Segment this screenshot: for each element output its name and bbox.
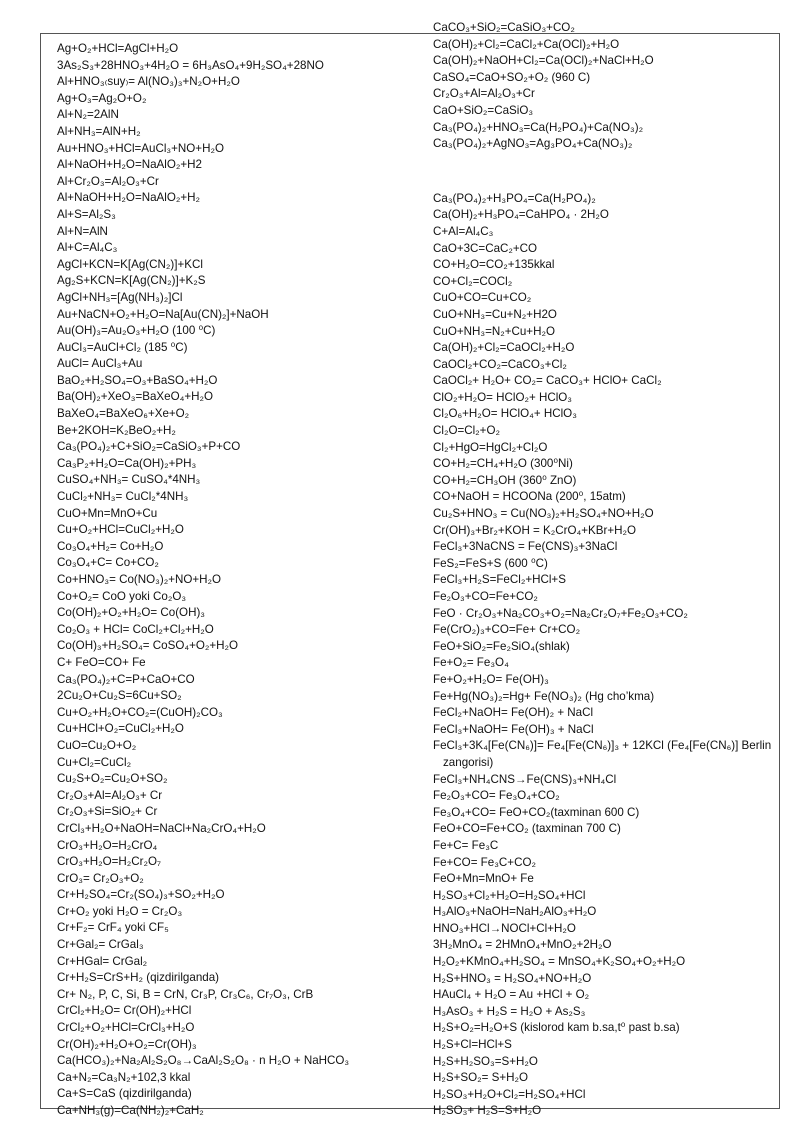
equation-line: CuO+NH₃=N₂+Cu+H₂O xyxy=(433,324,555,338)
equation-line: H₂S+O₂=H₂O+S (kislorod kam b.sa,t⁰ past b.sa) xyxy=(433,1021,680,1035)
equation-line: Au+NaCN+O₂+H₂O=Na[Au(CN)₂]+NaOH xyxy=(57,307,269,321)
equation-line: Cr(OH)₃+Br₂+KOH = K₂CrO₄+KBr+H₂O xyxy=(433,523,637,537)
equation-line: BaXeO₄=BaXeO₆+Xe+O₂ xyxy=(57,407,190,421)
equation-line: Ca₃(PO₄)₂+HNO₃=Ca(H₂PO₄)+Ca(NO₃)₂ xyxy=(433,120,644,134)
equation-line: FeCl₃+NaOH= Fe(OH)₃ + NaCl xyxy=(433,722,594,736)
equation-line: Ca₃(PO₄)₂+C+SiO₂=CaSiO₃+P+CO xyxy=(57,440,241,454)
equation-line: FeCl₃+3NaCNS = Fe(CNS)₃+3NaCl xyxy=(433,540,618,554)
equation-line: 3H₂MnO₄ = 2HMnO₄+MnO₂+2H₂O xyxy=(433,938,612,952)
equation-line: Al+Cr₂O₃=Al₂O₃+Cr xyxy=(57,174,159,188)
equation-line: Ag₂S+KCN=K[Ag(CN₂)]+K₂S xyxy=(57,274,206,288)
equation-line: 3As₂S₃+28HNO₃+4H₂O = 6H₃AsO₄+9H₂SO₄+28NO xyxy=(57,58,324,72)
equation-line: AuCl= AuCl₃+Au xyxy=(57,357,143,371)
equation-line: Cr₂O₃+Si=SiO₂+ Cr xyxy=(57,805,158,819)
equation-line: H₂S+HNO₃ = H₂SO₄+NO+H₂O xyxy=(433,971,592,985)
equation-line: Cr₂O₃+Al=Al₂O₃+Cr xyxy=(433,87,535,101)
equation-line: Cr+O₂ yoki H₂O = Cr₂O₃ xyxy=(57,904,183,918)
equation-line: H₃AlO₃+NaOH=NaH₂AlO₃+H₂O xyxy=(433,905,597,919)
equation-line: FeO · Cr₂O₃+Na₂CO₃+O₂=Na₂Cr₂O₇+Fe₂O₃+CO₂ xyxy=(433,606,688,620)
equation-line: Co+HNO₃= Co(NO₃)₂+NO+H₂O xyxy=(57,573,222,586)
equation-line: Cr+HGal= CrGal₂ xyxy=(57,954,148,968)
equation-line: Au(OH)₃=Au₂O₃+H₂O (100 ⁰C) xyxy=(57,324,216,338)
equation-line: H₂O₂+KMnO₄+H₂SO₄ = MnSO₄+K₂SO₄+O₂+H₂O xyxy=(433,955,686,969)
equation-line: CaSO₄=CaO+SO₂+O₂ (960 C) xyxy=(433,70,591,84)
equation-line: CrO₃+H₂O=H₂Cr₂O₇ xyxy=(57,855,162,869)
equation-line: Cu+O₂+HCl=CuCl₂+H₂O xyxy=(57,523,184,537)
equation-line: CaOCl₂+ H₂O+ CO₂= CaCO₃+ HClO+ CaCl₂ xyxy=(433,374,662,388)
equation-line: Co+O₂= CoO yoki Co₂O₃ xyxy=(57,589,187,603)
equation-line: Fe+C= Fe₃C xyxy=(433,838,499,852)
equation-line: FeCl₃+NH₄CNS→Fe(CNS)₃+NH₄Cl xyxy=(433,772,617,786)
equation-line: Fe₂O₃+CO= Fe₃O₄+CO₂ xyxy=(433,789,560,803)
equation-line: Cl₂+HgO=HgCl₂+Cl₂O xyxy=(433,440,548,454)
equation-line: BaO₂+H₂SO₄=O₃+BaSO₄+H₂O xyxy=(57,373,218,387)
equation-line: CO+H₂=CH₄+H₂O (300⁰Ni) xyxy=(433,457,573,471)
equation-line: Al+S=Al₂S₃ xyxy=(57,207,116,221)
equation-line: CaO+3C=CaC₂+CO xyxy=(433,241,538,255)
equation-line: Fe+CO= Fe₃C+CO₂ xyxy=(433,855,536,869)
equation-line: Cr+H₂S=CrS+H₂ (qizdirilganda) xyxy=(57,971,220,985)
equation-line: AuCl₃=AuCl+Cl₂ (185 ⁰C) xyxy=(57,340,188,354)
equation-line: Co₃O₄+C= Co+CO₂ xyxy=(57,556,159,570)
equation-line: CrCl₂+O₂+HCl=CrCl₃+H₂O xyxy=(57,1021,195,1035)
equation-line: Co₂O₃ + HCl= CoCl₂+Cl₂+H₂O xyxy=(57,622,214,636)
equation-line: CuO=Cu₂O+O₂ xyxy=(57,738,137,752)
equation-line: Al+N₂=2AlN xyxy=(57,108,119,122)
equation-line: CrO₃+H₂O=H₂CrO₄ xyxy=(57,838,158,852)
equation-line: Cl₂O₆+H₂O= HClO₄+ HClO₃ xyxy=(433,407,577,421)
left-column xyxy=(57,41,412,1120)
equation-line: Fe₂O₃+CO=Fe+CO₂ xyxy=(433,590,538,603)
equation-line: C+ FeO=CO+ Fe xyxy=(57,655,146,669)
equation-line: Fe+O₂= Fe₃O₄ xyxy=(433,656,509,670)
equation-line: CuO+Mn=MnO+Cu xyxy=(57,506,158,520)
equation-line: Ag+O₂+HCl=AgCl+H₂O xyxy=(57,42,179,55)
equation-line: H₂S+H₂SO₃=S+H₂O xyxy=(433,1054,538,1068)
equation-line: Fe+O₂+H₂O= Fe(OH)₃ xyxy=(433,672,549,686)
equation-line: CO+NaOH = HCOONa (200⁰, 15atm) xyxy=(433,490,626,504)
equation-line: CuO+CO=Cu+CO₂ xyxy=(433,291,532,305)
equation-line: Fe(CrO₂)₃+CO=Fe+ Cr+CO₂ xyxy=(433,623,581,637)
equation-line: Cl₂O=Cl₂+O₂ xyxy=(433,424,500,438)
equation-line: Fe₃O₄+CO= FeO+CO₂(taxminan 600 C) xyxy=(433,805,640,819)
equation-line: Ag+O₃=Ag₂O+O₂ xyxy=(57,91,147,105)
equation-line: Fe+Hg(NO₃)₂=Hg+ Fe(NO₃)₂ (Hg cho’kma) xyxy=(433,689,655,703)
equation-line: HAuCl₄ + H₂O = Au +HCl + O₂ xyxy=(433,988,590,1002)
equation-line: Cu₂S+HNO₃ = Cu(NO₃)₂+H₂SO₄+NO+H₂O xyxy=(433,507,654,521)
equation-line: AgCl+NH₃=[Ag(NH₃)₂]Cl xyxy=(57,290,183,304)
equation-line: Cu+O₂+H₂O+CO₂=(CuOH)₂CO₃ xyxy=(57,705,223,719)
equation-line: CO+Cl₂=COCl₂ xyxy=(433,274,513,288)
equation-line: FeCl₂+NaOH= Fe(OH)₂ + NaCl xyxy=(433,706,594,720)
equation-line: H₂SO₃+H₂O+Cl₂=H₂SO₄+HCl xyxy=(433,1087,586,1101)
equation-line: Al+C=Al₄C₃ xyxy=(57,241,118,255)
equation-line: Cr+H₂SO₄=Cr₂(SO₄)₃+SO₂+H₂O xyxy=(57,888,225,902)
equation-line: Co(OH)₂+O₂+H₂O= Co(OH)₃ xyxy=(57,606,206,620)
equation-line: Ca(HCO₃)₂+Na₂Al₂S₂O₈→CaAl₂S₂O₈ · n H₂O + NaHCO₃ xyxy=(57,1054,350,1068)
equation-line: Ca₃(PO₄)₂+H₃PO₄=Ca(H₂PO₄)₂ xyxy=(433,191,596,205)
equation-line: Ca(OH)₂+Cl₂=CaCl₂+Ca(OCl)₂+H₂O xyxy=(433,37,620,51)
equation-line: CaOCl₂+CO₂=CaCO₃+Cl₂ xyxy=(433,357,567,371)
equation-line: CaCO₃+SiO₂=CaSiO₃+CO₂ xyxy=(433,21,575,34)
equation-line: Ca+NH₃(g)=Ca(NH₂)₂+CaH₂ xyxy=(57,1104,204,1117)
equation-line: Cr+ N₂, P, C, Si, B = CrN, Cr₃P, Cr₃C₆, Cr₇O₃, CrB xyxy=(57,987,314,1001)
equation-line: ClO₂+H₂O= HClO₂+ HClO₃ xyxy=(433,390,573,404)
equation-line: AgCl+KCN=K[Ag(CN₂)]+KCl xyxy=(57,257,203,271)
equation-line: Co(OH)₃+H₂SO₄= CoSO₄+O₂+H₂O xyxy=(57,639,239,653)
right-column-top-group xyxy=(433,20,783,153)
equation-line: Cu+HCl+O₂=CuCl₂+H₂O xyxy=(57,722,184,736)
equation-line: Ba(OH)₂+XeO₃=BaXeO₄+H₂O xyxy=(57,390,214,404)
equation-line: H₂S+SO₂= S+H₂O xyxy=(433,1071,529,1085)
equation-line: H₂SO₃+ H₂S=S+H₂O xyxy=(433,1104,542,1118)
equation-line: Ca₃P₂+H₂O=Ca(OH)₂+PH₃ xyxy=(57,456,197,470)
equation-line: CaO+SiO₂=CaSiO₃ xyxy=(433,103,534,117)
equation-line: Ca₃(PO₄)₂+AgNO₃=Ag₃PO₄+Ca(NO₃)₂ xyxy=(433,137,633,151)
equation-line: Al+N=AlN xyxy=(57,224,108,238)
equation-line: Al+NH₃=AlN+H₂ xyxy=(57,124,141,138)
equation-line: Ca₃(PO₄)₂+C=P+CaO+CO xyxy=(57,672,195,686)
equation-line: Al+HNO₃₍suy₎= Al(NO₃)₃+N₂O+H₂O xyxy=(57,75,240,89)
equation-line: H₂SO₃+Cl₂+H₂O=H₂SO₄+HCl xyxy=(433,888,586,902)
equation-line: Cr(OH)₂+H₂O+O₂=Cr(OH)₃ xyxy=(57,1037,197,1051)
equation-line: C+Al=Al₄C₃ xyxy=(433,224,494,238)
equation-line: CuCl₂+NH₃= CuCl₂*4NH₃ xyxy=(57,490,189,504)
equation-line: CuSO₄+NH₃= CuSO₄*4NH₃ xyxy=(57,473,201,487)
equation-line: Ca(OH)₂+H₃PO₄=CaHPO₄ · 2H₂O xyxy=(433,208,609,222)
equation-line: Al+NaOH+H₂O=NaAlO₂+H2 xyxy=(57,158,202,172)
right-column xyxy=(433,20,783,1120)
equation-line: CrCl₂+H₂O= Cr(OH)₂+HCl xyxy=(57,1004,192,1018)
equation-line: Cr₂O₃+Al=Al₂O₃+ Cr xyxy=(57,788,163,802)
equation-line: CO+H₂O=CO₂+135kkal xyxy=(433,258,555,272)
equation-line: Ca+S=CaS (qizdirilganda) xyxy=(57,1087,192,1101)
equation-line: Cu₂S+O₂=Cu₂O+SO₂ xyxy=(57,772,168,786)
equation-line: Ca(OH)₂+NaOH+Cl₂=Ca(OCl)₂+NaCl+H₂O xyxy=(433,54,654,68)
equation-line: CO+H₂=CH₃OH (360⁰ ZnO) xyxy=(433,473,577,487)
equation-line: Cu+Cl₂=CuCl₂ xyxy=(57,755,132,769)
equation-line: FeCl₃+3K₄[Fe(CN₆)]= Fe₄[Fe(CN₆)]₃ + 12KCl (Fe₄[Fe(CN₆)] Berlin xyxy=(433,739,772,753)
equation-line: H₃AsO₃ + H₂S = H₂O + As₂S₃ xyxy=(433,1004,586,1018)
equation-line: Co₃O₄+H₂= Co+H₂O xyxy=(57,539,164,553)
equation-line: Cr+Gal₂= CrGal₃ xyxy=(57,938,144,952)
equation-line: 2Cu₂O+Cu₂S=6Cu+SO₂ xyxy=(57,689,182,703)
column-gap xyxy=(433,153,783,191)
equation-line: HNO₃+HCl→NOCl+Cl+H₂O xyxy=(433,921,576,935)
right-column-bottom-group xyxy=(433,191,783,1120)
equation-line: Be+2KOH=K₂BeO₂+H₂ xyxy=(57,423,176,437)
equation-line: Au+HNO₃+HCl=AuCl₃+NO+H₂O xyxy=(57,141,224,155)
equation-line: zangorisi) xyxy=(443,755,494,769)
equation-line: CuO+NH₃=Cu+N₂+H2O xyxy=(433,307,557,321)
equation-line: Ca+N₂=Ca₃N₂+102,3 kkal xyxy=(57,1070,191,1084)
equation-line: FeS₂=FeS+S (600 ⁰C) xyxy=(433,556,548,570)
equation-line: FeCl₃+H₂S=FeCl₂+HCl+S xyxy=(433,573,566,587)
equation-line: CrO₃= Cr₂O₃+O₂ xyxy=(57,871,144,885)
equation-line: CrCl₃+H₂O+NaOH=NaCl+Na₂CrO₄+H₂O xyxy=(57,821,266,835)
equation-line: Cr+F₂= CrF₄ yoki CF₅ xyxy=(57,921,169,935)
equation-line: FeO+SiO₂=Fe₂SiO₄(shlak) xyxy=(433,639,570,653)
equation-line: FeO+CO=Fe+CO₂ (taxminan 700 C) xyxy=(433,822,621,836)
equation-line: Ca(OH)₂+Cl₂=CaOCl₂+H₂O xyxy=(433,341,575,355)
equation-line: FeO+Mn=MnO+ Fe xyxy=(433,872,534,886)
equation-line: Al+NaOH+H₂O=NaAlO₂+H₂ xyxy=(57,191,201,205)
equation-line: H₂S+Cl=HCl+S xyxy=(433,1038,512,1052)
